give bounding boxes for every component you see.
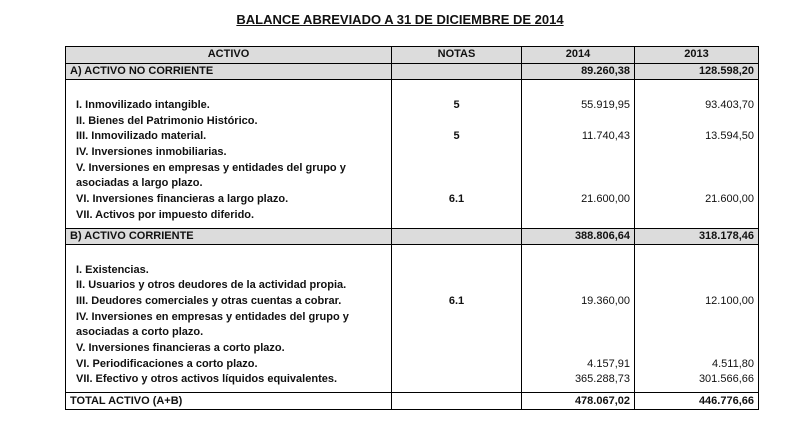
row-label: IV. Inversiones inmobiliarias. [76, 146, 227, 159]
row-value-2013 [639, 176, 754, 192]
row-value-2013 [639, 325, 754, 341]
row-nota [396, 263, 517, 279]
row-value-2013 [639, 145, 754, 161]
row-value-2013 [639, 114, 754, 130]
section-a-notas-col [392, 96, 522, 228]
row-value-2013 [639, 341, 754, 357]
section-a-notas [392, 64, 522, 80]
row-label: II. Usuarios y otros deudores de la actividad propia. [76, 279, 347, 292]
row-label: V. Inversiones financieras a corto plazo. [76, 341, 285, 354]
row-value-2013: 12.100,00 [705, 294, 754, 307]
row-nota: 6.1 [448, 193, 465, 206]
row-nota [396, 325, 517, 341]
row-nota [396, 341, 517, 357]
row-value-2014 [526, 176, 630, 192]
title-text: BALANCE ABREVIADO A 31 DE DICIEMBRE DE 2014 [236, 12, 564, 27]
row-value-2013: 93.403,70 [705, 99, 754, 111]
row-nota [396, 357, 517, 373]
section-b-label: B) ACTIVO CORRIENTE [66, 228, 392, 244]
row-value-2014 [526, 114, 630, 130]
balance-table [65, 46, 759, 410]
row-label: asociadas a corto plazo. [76, 326, 204, 339]
row-nota [396, 372, 517, 388]
total-notas [392, 393, 522, 410]
header-2013: 2013 [635, 47, 759, 64]
row-value-2014: 365.288,73 [574, 373, 630, 386]
row-label: IV. Inversiones en empresas y entidades del grupo y [76, 310, 349, 323]
row-nota [396, 208, 517, 224]
row-label: VI. Periodificaciones a corto plazo. [76, 357, 258, 370]
row-value-2014 [526, 161, 630, 177]
row-value-2013 [639, 161, 754, 177]
section-b-labels [66, 261, 392, 393]
row-label: II. Bienes del Patrimonio Histórico. [76, 114, 258, 127]
row-label: VI. Inversiones financieras a largo plazo. [76, 193, 289, 206]
total-label: TOTAL ACTIVO (A+B) [66, 393, 392, 410]
table-header-row [66, 47, 759, 64]
row-label: VII. Efectivo y otros activos líquidos equivalentes. [76, 373, 338, 386]
row-nota [396, 114, 517, 130]
header-activo: ACTIVO [66, 47, 392, 64]
section-b-2013: 318.178,46 [635, 228, 759, 244]
row-value-2014: 19.360,00 [581, 294, 630, 307]
row-value-2013 [639, 263, 754, 279]
section-b-2014: 388.806,64 [522, 228, 635, 244]
row-value-2013 [639, 278, 754, 294]
row-value-2013: 13.594,50 [705, 130, 754, 143]
row-nota [396, 310, 517, 326]
spacer-row [66, 80, 759, 97]
section-a-body [66, 96, 759, 228]
section-b-body [66, 261, 759, 393]
row-value-2014 [526, 145, 630, 161]
row-value-2014 [526, 208, 630, 224]
row-nota [396, 145, 517, 161]
row-value-2014 [526, 263, 630, 279]
header-notas: NOTAS [392, 47, 522, 64]
row-label: III. Inmovilizado material. [76, 130, 207, 143]
section-a-row [66, 64, 759, 80]
section-b-notas-col [392, 261, 522, 393]
row-nota: 6.1 [448, 294, 465, 307]
spacer-row [66, 244, 759, 261]
row-label: I. Existencias. [76, 263, 149, 276]
row-value-2014 [526, 325, 630, 341]
row-label: III. Deudores comerciales y otras cuentas a cobrar. [76, 294, 342, 307]
row-value-2014: 4.157,91 [587, 357, 630, 370]
section-b-2013-col [635, 261, 759, 393]
section-b-row [66, 228, 759, 244]
row-nota: 5 [453, 99, 460, 111]
row-value-2014 [526, 341, 630, 357]
row-value-2013: 301.566,66 [698, 373, 754, 386]
total-row [66, 393, 759, 410]
row-value-2014 [526, 278, 630, 294]
section-a-label: A) ACTIVO NO CORRIENTE [66, 64, 392, 80]
row-value-2013 [639, 208, 754, 224]
page-title [0, 12, 800, 27]
row-value-2014: 21.600,00 [581, 193, 630, 206]
section-a-labels [66, 96, 392, 228]
row-label: I. Inmovilizado intangible. [76, 99, 210, 111]
section-a-2013: 128.598,20 [635, 64, 759, 80]
row-value-2014 [526, 310, 630, 326]
section-a-2013-col [635, 96, 759, 228]
row-nota: 5 [453, 130, 460, 143]
total-2014: 478.067,02 [522, 393, 635, 410]
row-label: V. Inversiones en empresas y entidades del grupo y [76, 161, 346, 174]
row-value-2013: 4.511,80 [711, 357, 754, 370]
row-nota [396, 278, 517, 294]
row-value-2013 [639, 310, 754, 326]
row-value-2014: 11.740,43 [581, 130, 630, 143]
row-nota [396, 176, 517, 192]
row-nota [396, 161, 517, 177]
section-b-2014-col [522, 261, 635, 393]
section-b-notas [392, 228, 522, 244]
row-label: VII. Activos por impuesto diferido. [76, 208, 255, 221]
row-value-2013: 21.600,00 [705, 193, 754, 206]
total-2013: 446.776,66 [635, 393, 759, 410]
row-value-2014: 55.919,95 [581, 99, 630, 111]
section-a-2014: 89.260,38 [522, 64, 635, 80]
row-label: asociadas a largo plazo. [76, 177, 203, 190]
section-a-2014-col [522, 96, 635, 228]
header-2014: 2014 [522, 47, 635, 64]
